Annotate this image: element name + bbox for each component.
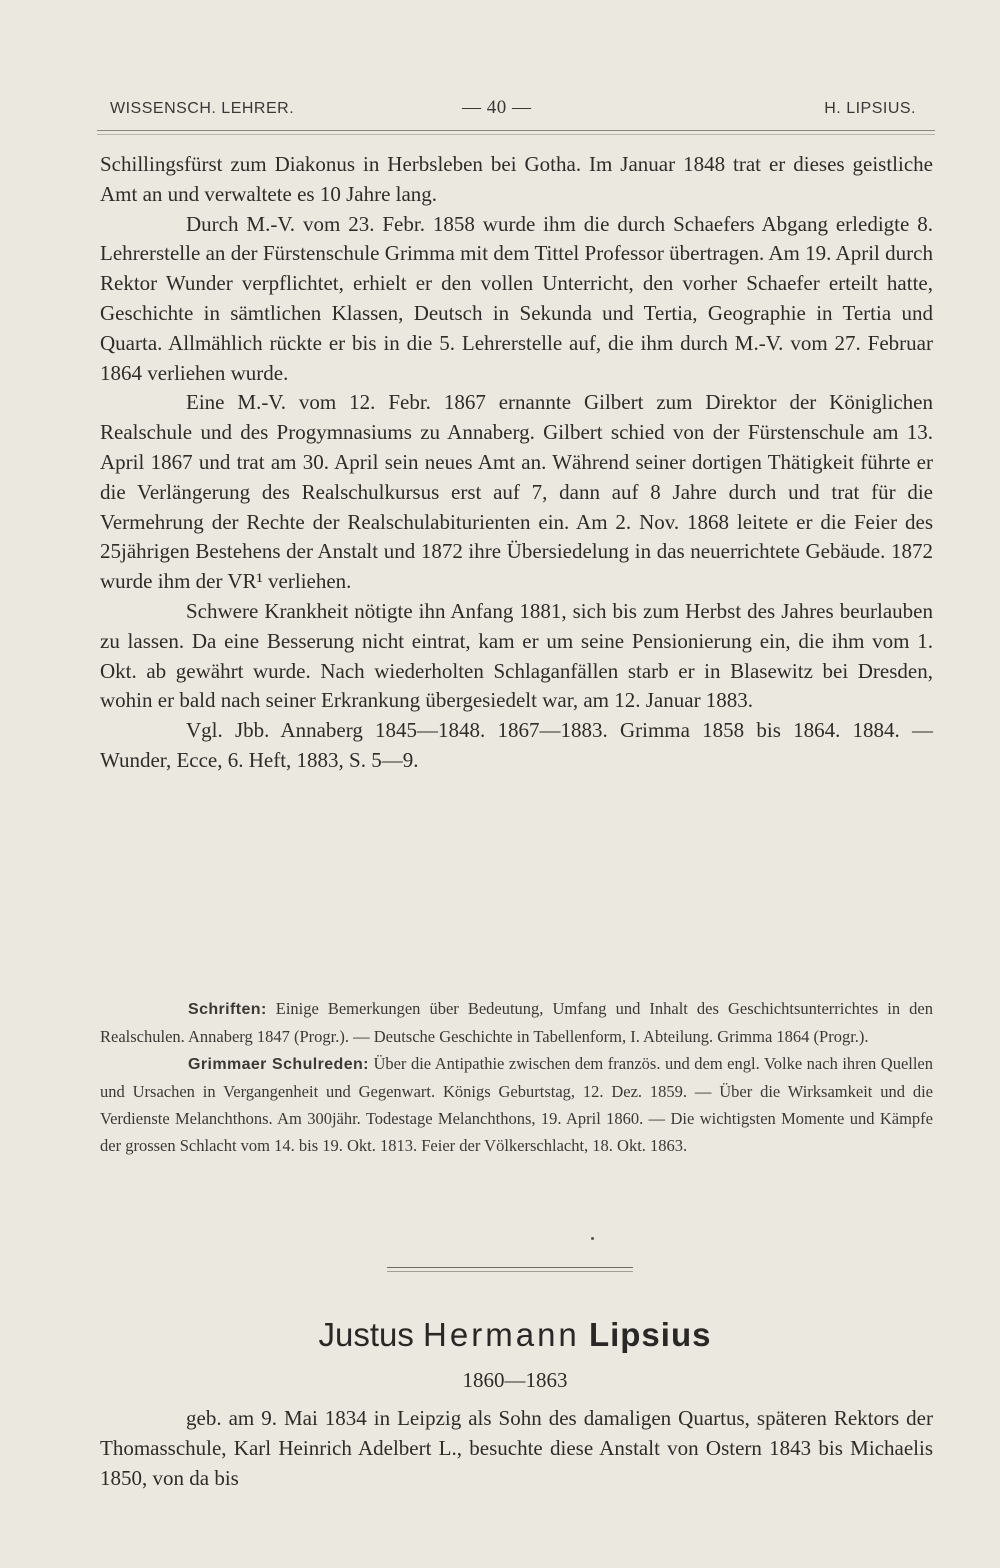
paragraph: Schwere Krankheit nötigte ihn Anfang 1881, sich bis zum Herbst des Jahres beurlauben zu lassen. Da eine Besserung nicht eintrat, kam er um seine Pensionierung ein, die ihm vom 1. Okt. ab gewährt wurde. Nach wiederholten Schlaganfällen starb er in Blasewitz bei Dresden, wohin er bald nach seiner Erkrankung übergesiedelt war, am 12. Januar 1883. (100, 598, 933, 713)
header-rule-secondary (97, 134, 935, 135)
schulreden-entry (100, 1050, 933, 1159)
page-number: — 40 — (462, 97, 532, 118)
bibliography (100, 995, 933, 1159)
entry-middle-name: Hermann (423, 1316, 580, 1353)
running-head-right: H. LIPSIUS. (824, 100, 916, 117)
schriften-label: Schriften: (188, 1001, 267, 1018)
paragraph-continuation: Schillingsfürst zum Diakonus in Herbsleben bei Gotha. Im Januar 1848 trat er dieses geistliche Amt an und verwaltete es 10 Jahre lang. (100, 152, 933, 206)
paragraph: Durch M.-V. vom 23. Febr. 1858 wurde ihm die durch Schaefers Abgang erledigte 8. Lehrerstelle an der Fürstenschule Grimma mit dem Tittel Professor übertragen. Am 19. April durch Rektor Wunder verpflichtet, erhielt er den vollen Unterricht, den vorher Schaefer erteilt hatte, Geschichte in sämtlichen Klassen, Deutsch in Sekunda und Tertia, Geographie in Tertia und Quarta. Allmählich rückte er bis in die 5. Lehrerstelle auf, die ihm durch M.-V. vom 27. Februar 1864 verliehen wurde. (100, 211, 933, 385)
paragraph: Eine M.-V. vom 12. Febr. 1867 ernannte Gilbert zum Direktor der Königlichen Realschule und des Progymnasiums zu Annaberg. Gilbert schied von der Fürstenschule am 13. April 1867 und trat am 30. April sein neues Amt an. Während seiner dortigen Thätigkeit führte er die Verlängerung des Realschulkursus erst auf 7, dann auf 8 Jahre durch und trat für die Vermehrung der Rechte der Realschulabiturienten ein. Am 2. Nov. 1868 leitete er die Feier des 25jährigen Bestehens der Anstalt und 1872 ihre Übersiedelung in das neuerrichtete Gebäude. 1872 wurde ihm der VR¹ verliehen. (100, 390, 933, 594)
entry-last-name: Lipsius (588, 1316, 712, 1353)
header-rule (97, 130, 935, 131)
running-head-left: WISSENSCH. LEHRER. (110, 100, 295, 117)
schulreden-text: Über die Antipathie zwischen dem französ. und dem engl. Volke nach ihren Quellen und Ursachen in Vergangenheit und Gegenwart. Königs Geburtstag, 12. Dez. 1859. — Über die Wirksamkeit und die Verdienste Melanchthons. Am 300jähr. Todestage Melanchthons, 19. April 1860. — Die wichtigsten Momente und Kämpfe der grossen Schlacht vom 14. bis 19. Okt. 1813. Feier der Völkerschlacht, 18. Okt. 1863. (100, 1054, 934, 1155)
entry-biography (100, 1404, 933, 1493)
paragraph-references: Vgl. Jbb. Annaberg 1845—1848. 1867—1883. Grimma 1858 bis 1864. 1884. — Wunder, Ecce, 6. Heft, 1883, S. 5—9. (100, 718, 933, 772)
entry-years: 1860—1863 (462, 1368, 568, 1392)
entry-first-name: Justus (318, 1316, 414, 1353)
schulreden-label: Grimmaer Schulreden: (188, 1056, 369, 1073)
schriften-entry (100, 995, 933, 1050)
section-divider (387, 1267, 633, 1268)
schriften-text: Einige Bemerkungen über Bedeutung, Umfang und Inhalt des Geschichtsunterrichtes in den Realschulen. Annaberg 1847 (Progr.). — Deutsche Geschichte in Tabellenform, I. Abteilung. Grimma 1864 (Progr.). (100, 999, 934, 1046)
paragraph: geb. am 9. Mai 1834 in Leipzig als Sohn des damaligen Quartus, späteren Rektors der Thomasschule, Karl Heinrich Adelbert L., besuchte diese Anstalt von Ostern 1843 bis Michaelis 1850, von da bis (100, 1406, 933, 1490)
entry-heading (0, 1316, 1000, 1354)
section-divider-secondary (387, 1271, 633, 1272)
print-speck (591, 1237, 594, 1240)
main-text (100, 150, 933, 776)
